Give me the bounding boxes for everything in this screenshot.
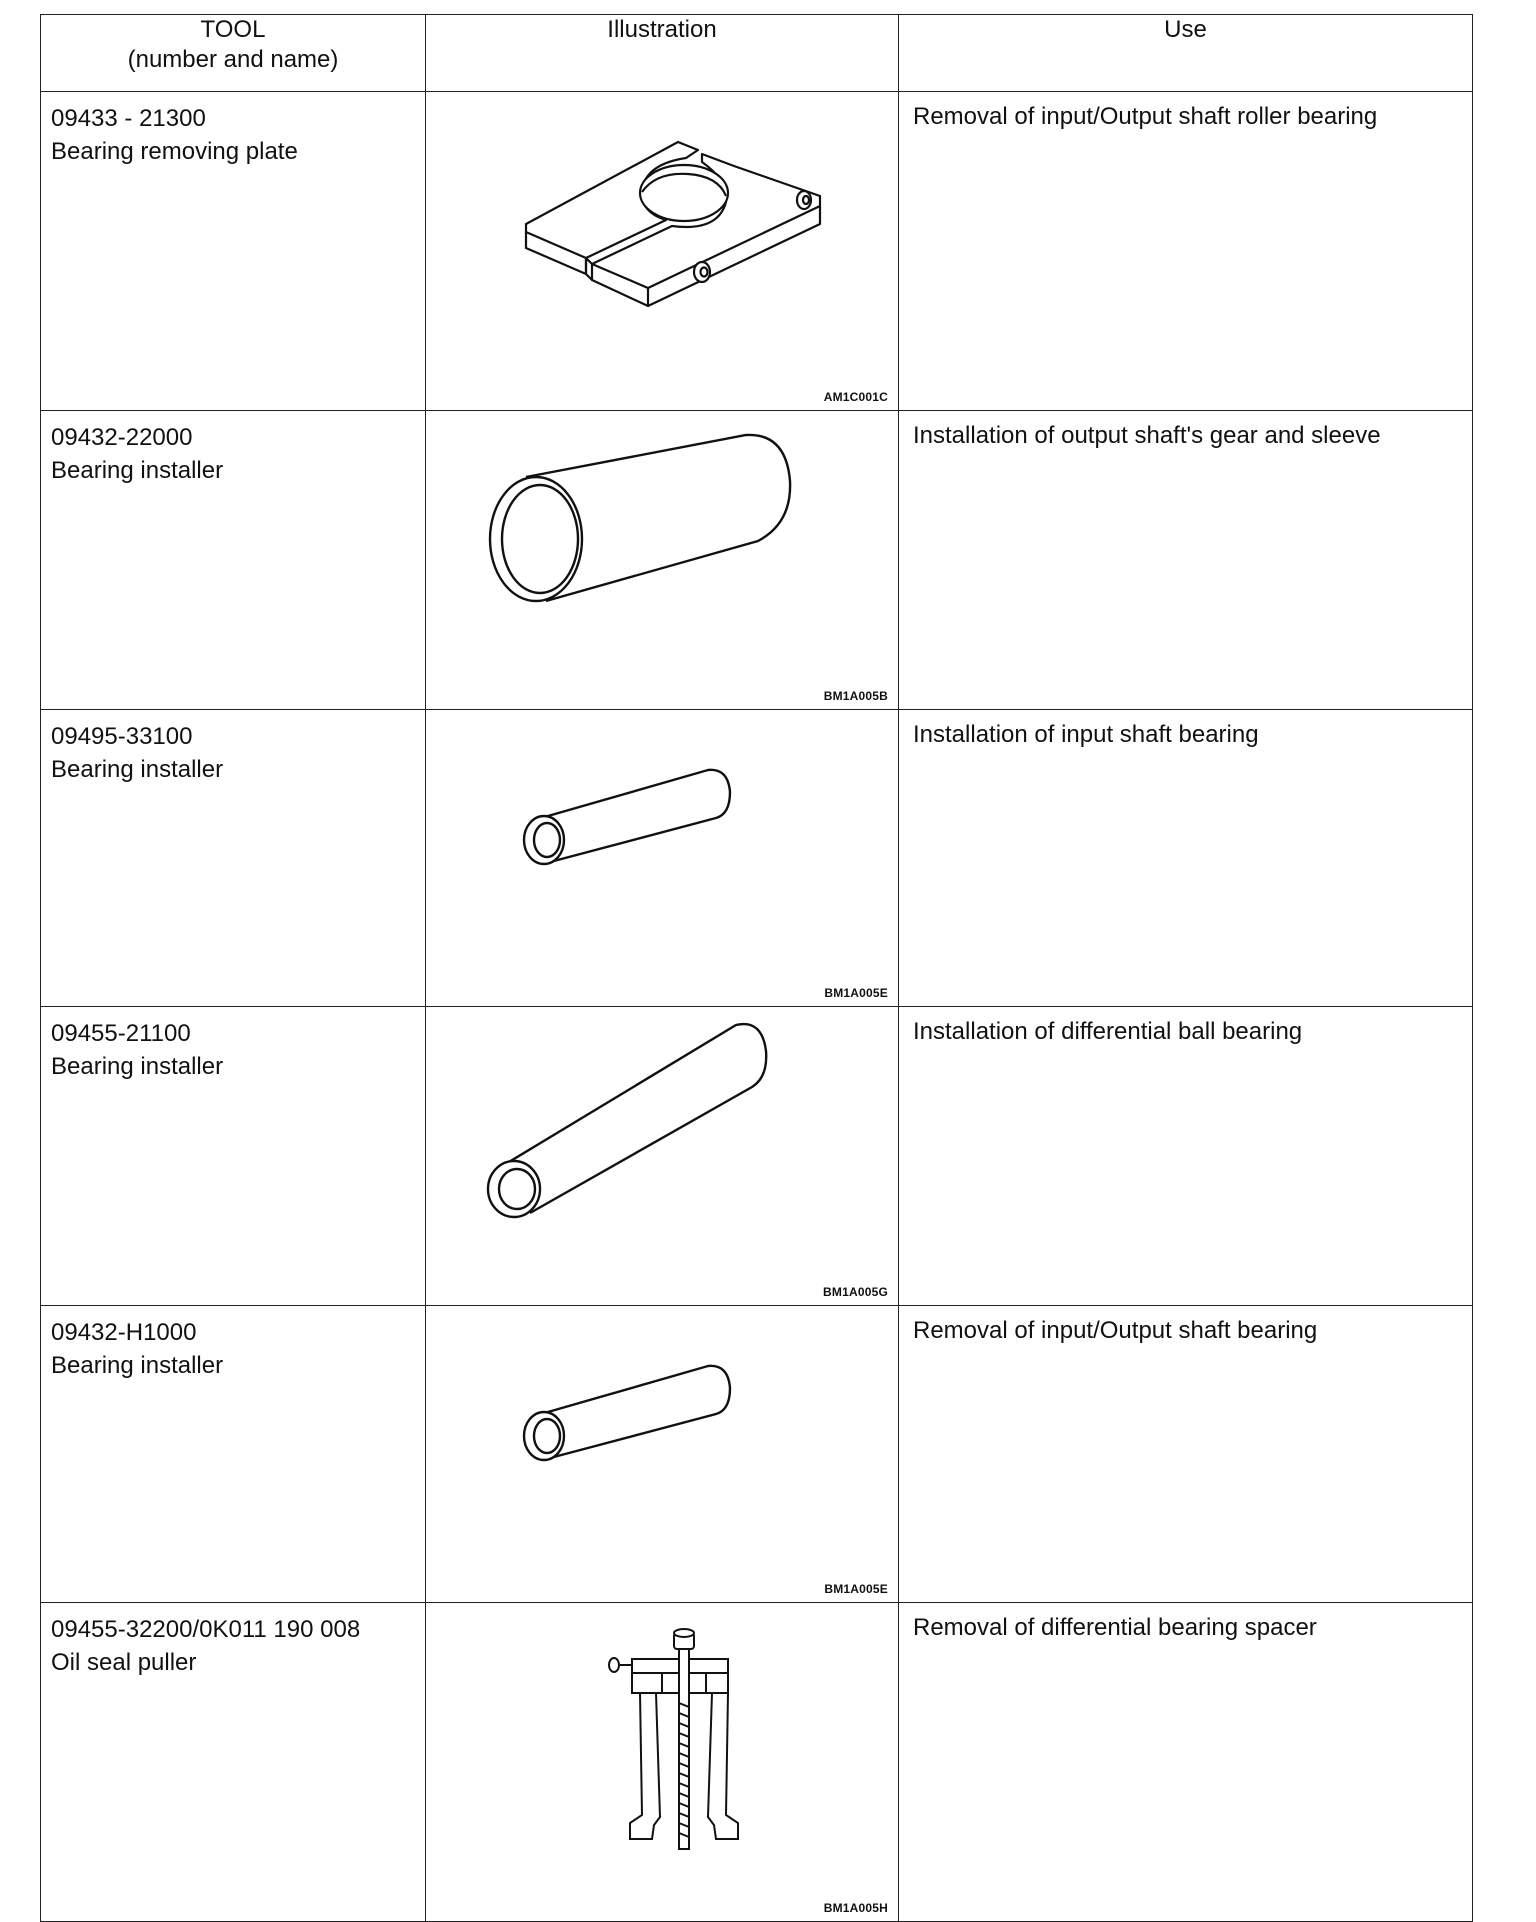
table-row bbox=[41, 92, 1473, 411]
figure-code: AM1C001C bbox=[823, 390, 888, 404]
tool-number: 09432-22000 bbox=[51, 424, 193, 451]
tool-number: 09432-H1000 bbox=[51, 1319, 197, 1346]
table-row bbox=[41, 1603, 1473, 1922]
bearing-removing-plate-illustration bbox=[426, 92, 899, 400]
use-cell: Removal of input/Output shaft roller bearing bbox=[899, 92, 1473, 411]
tool-cell bbox=[41, 411, 426, 710]
special-tools-sheet bbox=[40, 14, 1472, 1915]
tool-number: 09455-32200/0K011 190 008 bbox=[51, 1616, 361, 1643]
header-use: Use bbox=[899, 15, 1473, 92]
figure-code: BM1A005E bbox=[824, 1582, 888, 1596]
illustration-cell bbox=[426, 1007, 899, 1306]
use-cell: Installation of input shaft bearing bbox=[899, 710, 1473, 1007]
table-row bbox=[41, 1306, 1473, 1603]
tool-cell bbox=[41, 710, 426, 1007]
header-illustration: Illustration bbox=[426, 15, 899, 92]
tool-number: 09495-33100 bbox=[51, 723, 193, 750]
table-row bbox=[41, 411, 1473, 710]
tool-name: Bearing installer bbox=[51, 1352, 224, 1379]
oil-seal-puller-illustration bbox=[426, 1603, 899, 1911]
header-tool-subtitle: (number and name) bbox=[127, 46, 339, 73]
figure-code: BM1A005G bbox=[823, 1285, 888, 1299]
tool-cell bbox=[41, 92, 426, 411]
tool-name: Bearing installer bbox=[51, 457, 224, 484]
figure-code: BM1A005B bbox=[823, 689, 888, 703]
bearing-installer-long-illustration bbox=[426, 1007, 899, 1295]
table-row bbox=[41, 1007, 1473, 1306]
tool-cell bbox=[41, 1306, 426, 1603]
special-tools-table bbox=[40, 14, 1473, 1922]
illustration-cell bbox=[426, 411, 899, 710]
tool-name: Bearing removing plate bbox=[51, 138, 298, 165]
tool-name: Bearing installer bbox=[51, 756, 224, 783]
illustration-cell bbox=[426, 92, 899, 411]
tool-cell bbox=[41, 1007, 426, 1306]
tool-cell bbox=[41, 1603, 426, 1922]
use-cell: Installation of output shaft's gear and sleeve bbox=[899, 411, 1473, 710]
illustration-cell bbox=[426, 1603, 899, 1922]
figure-code: BM1A005H bbox=[823, 1901, 888, 1915]
table-row bbox=[41, 710, 1473, 1007]
bearing-installer-h1000-illustration bbox=[426, 1306, 899, 1592]
bearing-installer-large-illustration bbox=[426, 411, 899, 699]
table-header-row bbox=[41, 15, 1473, 92]
illustration-cell bbox=[426, 1306, 899, 1603]
use-cell: Removal of differential bearing spacer bbox=[899, 1603, 1473, 1922]
header-tool-title: TOOL bbox=[200, 16, 266, 43]
tool-number: 09433 - 21300 bbox=[51, 105, 206, 132]
header-tool bbox=[41, 15, 426, 92]
use-cell: Installation of differential ball bearing bbox=[899, 1007, 1473, 1306]
illustration-cell bbox=[426, 710, 899, 1007]
use-cell: Removal of input/Output shaft bearing bbox=[899, 1306, 1473, 1603]
figure-code: BM1A005E bbox=[824, 986, 888, 1000]
tool-name: Oil seal puller bbox=[51, 1649, 197, 1676]
bearing-installer-small-illustration bbox=[426, 710, 899, 996]
tool-name: Bearing installer bbox=[51, 1053, 224, 1080]
tool-number: 09455-21100 bbox=[51, 1020, 191, 1047]
